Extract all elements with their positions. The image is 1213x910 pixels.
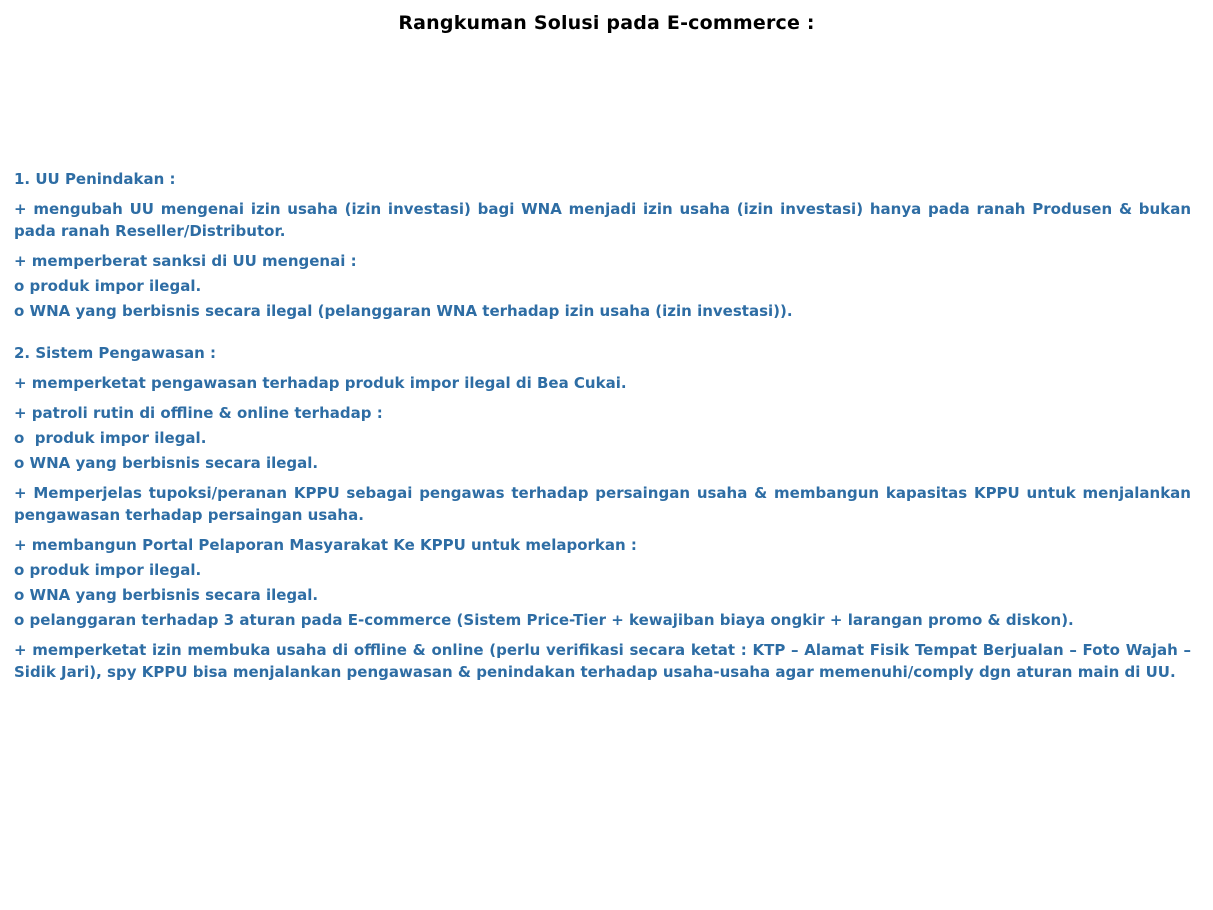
sub-bullet: o WNA yang berbisnis secara ilegal (pelanggaran WNA terhadap izin usaha (izin investasi)). — [14, 302, 793, 320]
section-heading: 2. Sistem Pengawasan : — [14, 344, 217, 362]
sub-bullet: o WNA yang berbisnis secara ilegal. — [14, 586, 319, 604]
document-body — [14, 168, 1191, 683]
sub-bullet: o produk impor ilegal. — [14, 429, 207, 447]
page-title: Rangkuman Solusi pada E-commerce : — [398, 12, 815, 34]
bullet-paragraph: + membangun Portal Pelaporan Masyarakat Ke KPPU untuk melaporkan : — [14, 536, 637, 554]
sub-bullet: o pelanggaran terhadap 3 aturan pada E-commerce (Sistem Price-Tier + kewajiban biaya ongkir + larangan promo & diskon). — [14, 611, 1074, 629]
bullet-paragraph: + mengubah UU mengenai izin usaha (izin investasi) bagi WNA menjadi izin usaha (izin investasi) hanya pada ranah Produsen & bukan pada ranah Reseller/Distributor. — [14, 200, 1191, 240]
bullet-paragraph: + patroli rutin di offline & online terhadap : — [14, 404, 383, 422]
section-heading: 1. UU Penindakan : — [14, 170, 176, 188]
bullet-paragraph: + Memperjelas tupoksi/peranan KPPU sebagai pengawas terhadap persaingan usaha & membangun kapasitas KPPU untuk menjalankan pengawasan terhadap persaingan usaha. — [14, 484, 1191, 524]
section-uu-penindakan — [14, 168, 1191, 322]
bullet-paragraph: + memperketat pengawasan terhadap produk impor ilegal di Bea Cukai. — [14, 374, 627, 392]
sub-bullet: o produk impor ilegal. — [14, 277, 202, 295]
bullet-paragraph: + memperketat izin membuka usaha di offline & online (perlu verifikasi secara ketat : KTP – Alamat Fisik Tempat Berjualan – Foto Wajah – Sidik Jari), spy KPPU bisa menjalankan pengawasan & penindakan terhadap usaha-usaha agar memenuhi/comply dgn aturan main di UU. — [14, 641, 1191, 681]
sub-bullet: o produk impor ilegal. — [14, 561, 202, 579]
sub-bullet: o WNA yang berbisnis secara ilegal. — [14, 454, 319, 472]
bullet-paragraph: + memperberat sanksi di UU mengenai : — [14, 252, 357, 270]
section-sistem-pengawasan — [14, 342, 1191, 683]
